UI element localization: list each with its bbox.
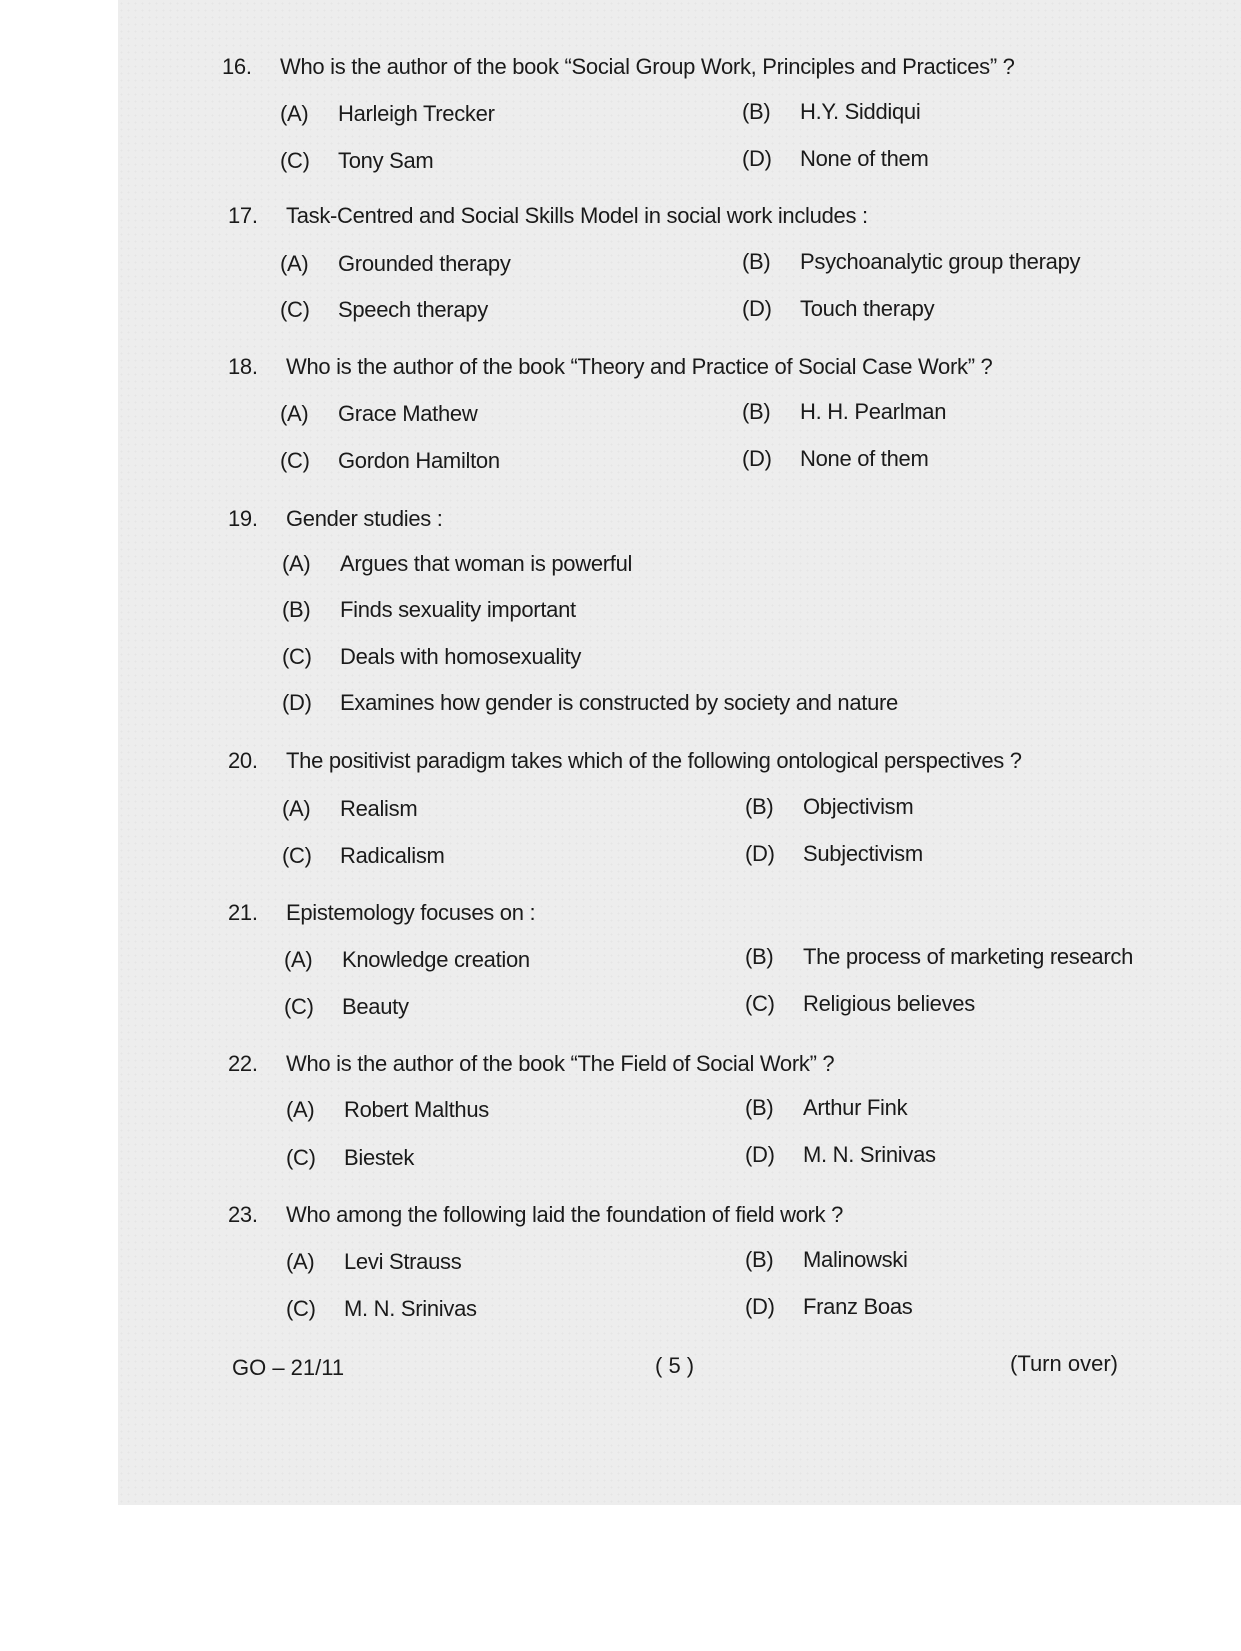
option-17-a: (A) Grounded therapy	[280, 251, 511, 276]
option-21-c: (C) Beauty	[284, 994, 409, 1019]
option-18-d: (D) None of them	[742, 446, 929, 471]
option-19-a: (A) Argues that woman is powerful	[282, 551, 633, 576]
question-number: 21.	[228, 900, 258, 925]
page-number: ( 5 )	[655, 1353, 695, 1378]
option-20-c: (C) Radicalism	[282, 843, 445, 868]
question-number: 20.	[228, 748, 258, 773]
option-21-d: (C) Religious believes	[745, 991, 975, 1016]
option-20-b: (B) Objectivism	[745, 794, 914, 819]
option-16-b: (B) H.Y. Siddiqui	[742, 99, 921, 124]
option-23-c: (C) M. N. Srinivas	[286, 1296, 477, 1321]
option-23-b: (B) Malinowski	[745, 1247, 908, 1272]
option-20-d: (D) Subjectivism	[745, 841, 923, 866]
question-21	[228, 900, 535, 926]
question-number: 17.	[228, 203, 258, 228]
question-16	[222, 54, 1015, 80]
option-16-c: (C) Tony Sam	[280, 148, 434, 173]
question-18	[228, 354, 993, 380]
question-text: Who is the author of the book “The Field of Social Work” ?	[286, 1051, 835, 1076]
option-16-a: (A) Harleigh Trecker	[280, 101, 495, 126]
question-text: Who is the author of the book “Theory and Practice of Social Case Work” ?	[286, 354, 993, 379]
question-number: 23.	[228, 1202, 258, 1227]
option-18-a: (A) Grace Mathew	[280, 401, 478, 426]
option-18-b: (B) H. H. Pearlman	[742, 399, 947, 424]
question-number: 16.	[222, 54, 252, 79]
option-16-d: (D) None of them	[742, 146, 929, 171]
question-text: Task-Centred and Social Skills Model in social work includes :	[286, 203, 868, 228]
question-17	[228, 203, 868, 229]
option-22-b: (B) Arthur Fink	[745, 1095, 908, 1120]
option-19-d: (D) Examines how gender is constructed by society and nature	[282, 690, 898, 715]
turn-over-note: (Turn over)	[1010, 1351, 1118, 1376]
option-17-c: (C) Speech therapy	[280, 297, 488, 322]
question-text: The positivist paradigm takes which of the following ontological perspectives ?	[286, 748, 1022, 773]
question-23	[228, 1202, 843, 1228]
option-17-b: (B) Psychoanalytic group therapy	[742, 249, 1081, 274]
option-18-c: (C) Gordon Hamilton	[280, 448, 500, 473]
option-21-b: (B) The process of marketing research	[745, 944, 1134, 969]
question-number: 18.	[228, 354, 258, 379]
option-19-c: (C) Deals with homosexuality	[282, 644, 582, 669]
option-21-a: (A) Knowledge creation	[284, 947, 530, 972]
question-20	[228, 748, 1022, 774]
option-20-a: (A) Realism	[282, 796, 418, 821]
option-23-d: (D) Franz Boas	[745, 1294, 913, 1319]
question-text: Gender studies :	[286, 506, 443, 531]
question-22	[228, 1051, 834, 1077]
option-19-b: (B) Finds sexuality important	[282, 597, 576, 622]
option-17-d: (D) Touch therapy	[742, 296, 935, 321]
paper-code: GO – 21/11	[232, 1355, 345, 1380]
question-text: Epistemology focuses on :	[286, 900, 536, 925]
question-text: Who among the following laid the foundation of field work ?	[286, 1202, 844, 1227]
question-text: Who is the author of the book “Social Group Work, Principles and Practices” ?	[280, 54, 1015, 79]
option-22-a: (A) Robert Malthus	[286, 1097, 489, 1122]
question-19	[228, 506, 443, 532]
option-22-c: (C) Biestek	[286, 1145, 415, 1170]
question-number: 22.	[228, 1051, 258, 1076]
question-number: 19.	[228, 506, 258, 531]
option-23-a: (A) Levi Strauss	[286, 1249, 462, 1274]
option-22-d: (D) M. N. Srinivas	[745, 1142, 936, 1167]
